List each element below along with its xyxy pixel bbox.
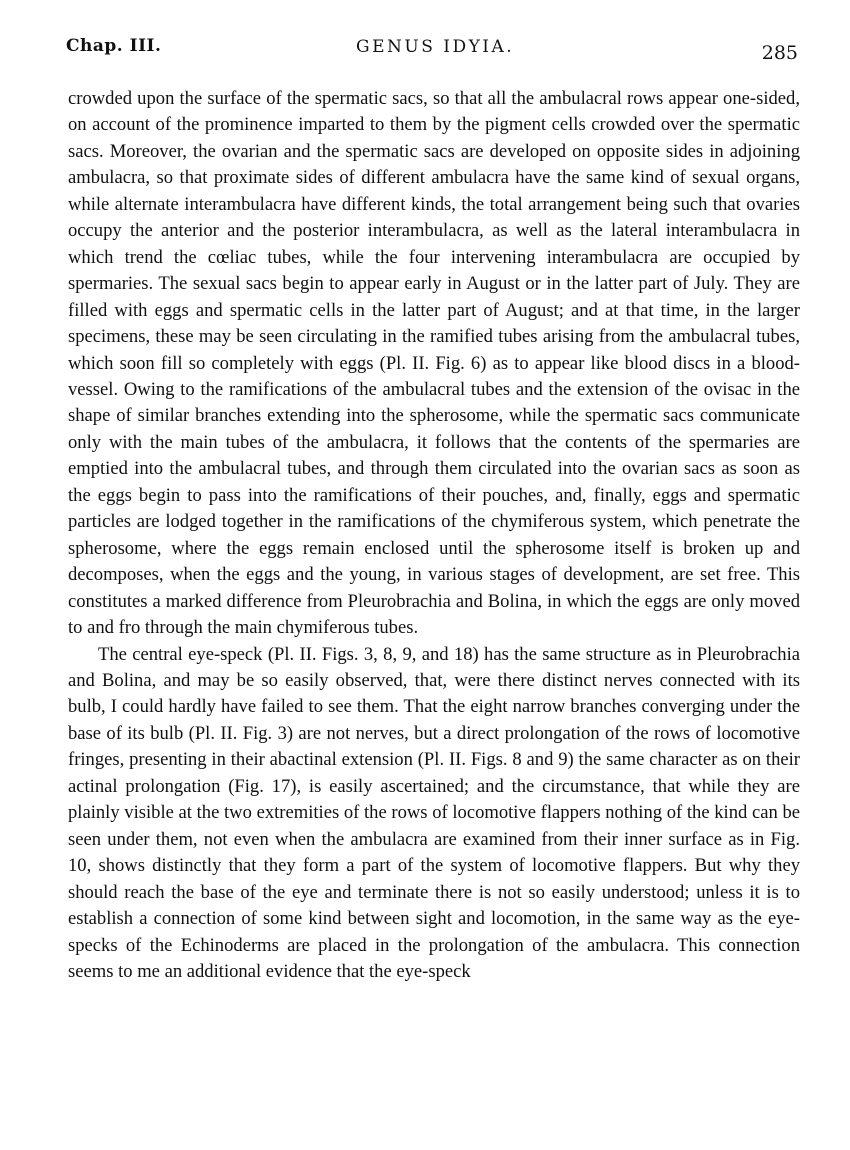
paragraph-1: crowded upon the surface of the spermatic sacs, so that all the ambulacral rows appear one-sided, on account of the prominence imparted to them by the pigment cells crowded over the spermatic sacs. Moreover, the ovarian and the spermatic sacs are developed on opposite sides in adjoining ambulacra, so that proximate sides of different ambulacra have the same kind of sexual organs, while alternate interambulacra have different kinds, the total arrangement being such that ovaries occupy the anterior and the posterior interambulacra, as well as the lateral interambulacra in which trend the cœliac tubes, while the four intervening interambulacra are occupied by spermaries. The sexual sacs begin to appear early in August or in the latter part of July. They are filled with eggs and spermatic cells in the latter part of August; and at that time, in the larger specimens, these may be seen circulating in the ramified tubes arising from the ambulacral tubes, which soon fill so completely with eggs (Pl. II. Fig. 6) as to appear like blood discs in a blood-vessel. Owing to the ramifications of the ambulacral tubes and the extension of the ovisac in the shape of similar branches extending into the spherosome, while the spermatic sacs communicate only with the main tubes of the ambulacra, it follows that the contents of the spermaries are emptied into the ambulacral tubes, and through them circulated into the ovarian sacs as soon as the eggs begin to pass into the ramifications of their pouches, and, finally, eggs and spermatic particles are lodged together in the ramifications of the chymiferous system, which penetrate the spherosome, where the eggs remain enclosed until the spherosome itself is broken up and decomposes, when the eggs and the young, in various stages of development, are set free. This constitutes a marked difference from Pleurobrachia and Bolina, in which the eggs are only moved to and fro through the main chymiferous tubes.: [68, 88, 800, 639]
body-text: [68, 86, 800, 985]
page-title: GENUS IDYIA.: [356, 37, 515, 57]
page-number: 285: [761, 42, 798, 64]
running-head: [66, 30, 800, 66]
chapter-label: Chap. III.: [66, 36, 162, 56]
paragraph-2: The central eye-speck (Pl. II. Figs. 3, 8, 9, and 18) has the same structure as in Pleurobrachia and Bolina, and may be so easily observed, that, were there distinct nerves connected with its bulb, I could hardly have failed to see them. That the eight narrow branches converging under the base of its bulb (Pl. II. Fig. 3) are not nerves, but a direct prolongation of the rows of locomotive fringes, presenting in their abactinal extension (Pl. II. Figs. 8 and 9) the same character as on their actinal prolongation (Fig. 17), is easily ascertained; and the circumstance, that while they are plainly visible at the two extremities of the rows of locomotive flappers nothing of the kind can be seen under them, not even when the ambulacra are examined from their inner surface as in Fig. 10, shows distinctly that they form a part of the system of locomotive flappers. But why they should reach the base of the eye and terminate there is not so easily understood; unless it is to establish a connection of some kind between sight and locomotion, in the same way as the eye-specks of the Echinoderms are placed in the prolongation of the ambulacra. This connection seems to me an additional evidence that the eye-speck: [68, 643, 800, 982]
